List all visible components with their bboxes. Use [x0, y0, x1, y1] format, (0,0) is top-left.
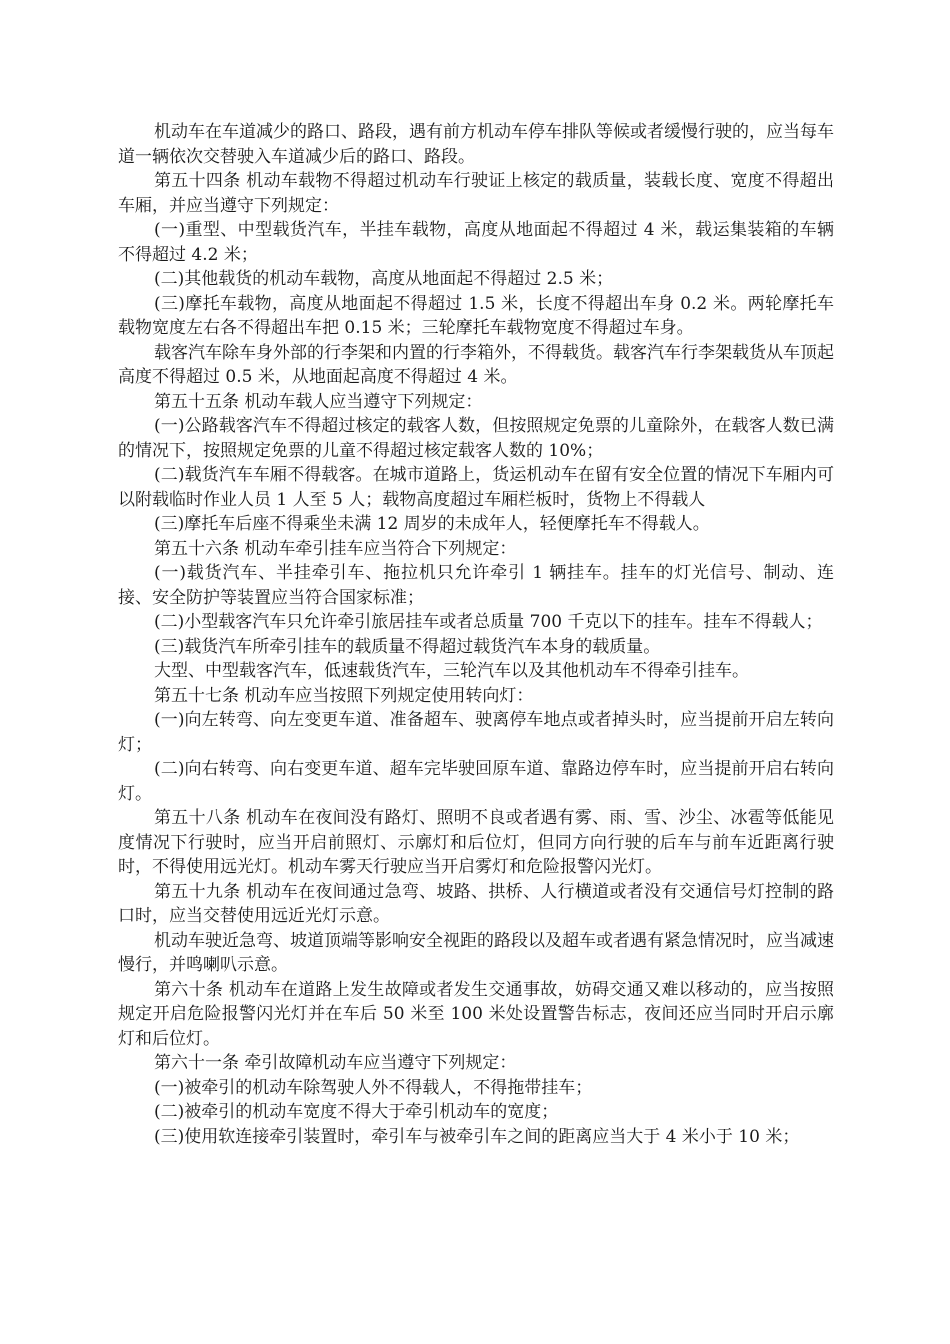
- paragraph: (二)其他载货的机动车载物，高度从地面起不得超过 2.5 米；: [154, 269, 614, 289]
- paragraph: (三)摩托车后座不得乘坐未满 12 周岁的未成年人，轻便摩托车不得载人。: [154, 514, 710, 534]
- article-61-heading: 第六十一条 牵引故障机动车应当遵守下列规定：: [154, 1053, 517, 1073]
- document-page: [118, 120, 834, 1149]
- paragraph: (三)摩托车载物，高度从地面起不得超过 1.5 米，长度不得超出车身 0.2 米。两轮摩托车载物宽度左右各不得超出车把 0.15 米；三轮摩托车载物宽度不得超过车身。: [118, 293, 834, 338]
- paragraph: (一)重型、中型载货汽车，半挂车载物，高度从地面起不得超过 4 米，载运集装箱的车辆不得超过 4.2 米；: [118, 220, 834, 265]
- article-60-paragraph: 第六十条 机动车在道路上发生故障或者发生交通事故，妨碍交通又难以移动的，应当按照规定开启危险报警闪光灯并在车后 50 米至 100 米处设置警告标志，夜间还应当同时开启示廓灯和后位灯。: [118, 979, 834, 1049]
- paragraph: (一)公路载客汽车不得超过核定的载客人数，但按照规定免票的儿童除外，在载客人数已满的情况下，按照规定免票的儿童不得超过核定载客人数的 10%；: [118, 416, 834, 461]
- paragraph: (三)载货汽车所牵引挂车的载质量不得超过载货汽车本身的载质量。: [154, 636, 661, 657]
- paragraph: 载客汽车除车身外部的行李架和内置的行李箱外，不得载货。载客汽车行李架载货从车顶起高度不得超过 0.5 米，从地面起高度不得超过 4 米。: [118, 342, 834, 387]
- article-59-paragraph: 第五十九条 机动车在夜间通过急弯、坡路、拱桥、人行横道或者没有交通信号灯控制的路口时，应当交替使用远近光灯示意。: [118, 881, 834, 926]
- article-55-heading: 第五十五条 机动车载人应当遵守下列规定：: [154, 391, 483, 412]
- article-58-paragraph: 第五十八条 机动车在夜间没有路灯、照明不良或者遇有雾、雨、雪、沙尘、冰雹等低能见度情况下行驶时，应当开启前照灯、示廓灯和后位灯，但同方向行驶的后车与前车近距离行驶时，不得使用远光灯。机动车雾天行驶应当开启雾灯和危险报警闪光灯。: [118, 808, 834, 877]
- paragraph: 大型、中型载客汽车，低速载货汽车，三轮汽车以及其他机动车不得牵引挂车。: [154, 661, 749, 681]
- paragraph: (二)向右转弯、向右变更车道、超车完毕驶回原车道、靠路边停车时，应当提前开启右转向灯。: [118, 759, 834, 804]
- paragraph: (二)被牵引的机动车宽度不得大于牵引机动车的宽度；: [154, 1102, 559, 1122]
- paragraph: 机动车在车道减少的路口、路段，遇有前方机动车停车排队等候或者缓慢行驶的，应当每车道一辆依次交替驶入车道减少后的路口、路段。: [118, 122, 834, 167]
- article-56-heading: 第五十六条 机动车牵引挂车应当符合下列规定：: [154, 538, 517, 559]
- paragraph: (三)使用软连接牵引装置时，牵引车与被牵引车之间的距离应当大于 4 米小于 10 米；: [154, 1126, 800, 1147]
- paragraph: 机动车驶近急弯、坡道顶端等影响安全视距的路段以及超车或者遇有紧急情况时，应当减速慢行，并鸣喇叭示意。: [118, 930, 834, 975]
- paragraph: (一)载货汽车、半挂牵引车、拖拉机只允许牵引 1 辆挂车。挂车的灯光信号、制动、连接、安全防护等装置应当符合国家标准；: [118, 563, 834, 608]
- paragraph: (二)小型载客汽车只允许牵引旅居挂车或者总质量 700 千克以下的挂车。挂车不得载人；: [154, 612, 823, 632]
- article-57-heading: 第五十七条 机动车应当按照下列规定使用转向灯：: [154, 685, 534, 706]
- paragraph: (一)被牵引的机动车除驾驶人外不得载人，不得拖带挂车；: [154, 1077, 593, 1098]
- paragraph: (二)载货汽车车厢不得载客。在城市道路上，货运机动车在留有安全位置的情况下车厢内可以附载临时作业人员 1 人至 5 人；载物高度超过车厢栏板时，货物上不得载人: [118, 465, 834, 510]
- paragraph: (一)向左转弯、向左变更车道、准备超车、驶离停车地点或者掉头时，应当提前开启左转向灯；: [118, 710, 834, 755]
- article-54-heading: 第五十四条 机动车载物不得超过机动车行驶证上核定的载质量，装载长度、宽度不得超出车厢，并应当遵守下列规定：: [118, 171, 834, 216]
